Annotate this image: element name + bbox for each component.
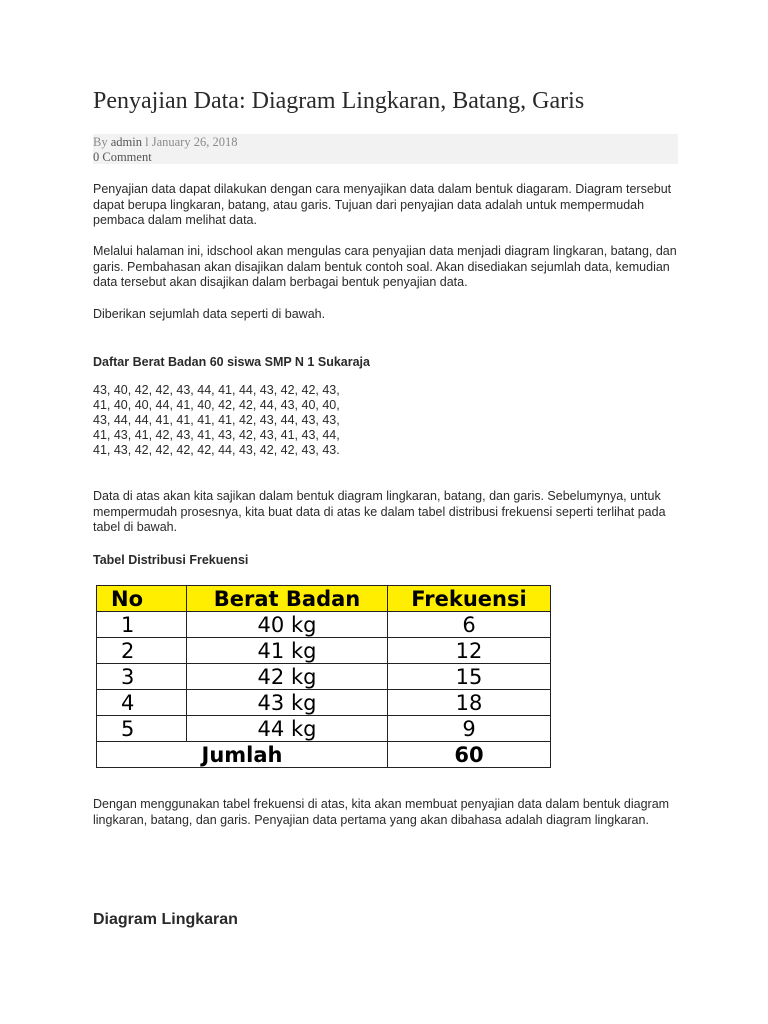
intro-paragraph: Diberikan sejumlah data seperti di bawah. xyxy=(93,307,326,321)
data-line: 41, 40, 40, 44, 41, 40, 42, 42, 44, 43, 40, 40, xyxy=(93,398,340,412)
cell-berat-badan: 41 kg xyxy=(187,638,388,664)
after-table-paragraph: Dengan menggunakan tabel frekuensi di atas, kita akan membuat penyajian data dalam bentuk diagram lingkaran, batang, dan garis. Penyajian data pertama yang akan dibahasa adalah diagram lingkaran. xyxy=(93,797,670,827)
cell-berat-badan: 42 kg xyxy=(187,664,388,690)
cell-frekuensi: 18 xyxy=(388,690,551,716)
data-line: 41, 43, 42, 42, 42, 42, 44, 43, 42, 42, 43, 43. xyxy=(93,443,340,457)
intro-paragraph: Melalui halaman ini, idschool akan mengulas cara penyajian data menjadi diagram lingkaran, batang, dan garis. Pembahasan akan disajikan dalam bentuk contoh soal. Akan disediakan sejumlah data, kemudian data tersebut akan disajikan dalam berbagai bentuk penyajian data. xyxy=(93,244,677,289)
table-row xyxy=(97,612,551,638)
section-heading-diagram-lingkaran: Diagram Lingkaran xyxy=(93,911,238,928)
comment-count-link[interactable]: 0 Comment xyxy=(93,150,152,164)
by-label: By xyxy=(93,135,108,149)
cell-berat-badan: 44 kg xyxy=(187,716,388,742)
post-date: January 26, 2018 xyxy=(151,135,238,149)
post-meta xyxy=(93,134,678,164)
table-row xyxy=(97,690,551,716)
header-frekuensi: Frekuensi xyxy=(388,586,551,612)
data-list xyxy=(93,383,340,458)
table-title: Tabel Distribusi Frekuensi xyxy=(93,553,249,567)
data-line: 41, 43, 41, 42, 43, 41, 43, 42, 43, 41, 43, 44, xyxy=(93,428,340,442)
table-row xyxy=(97,638,551,664)
cell-no: 2 xyxy=(97,638,187,664)
cell-no: 5 xyxy=(97,716,187,742)
total-value: 60 xyxy=(388,742,551,768)
data-line: 43, 40, 42, 42, 43, 44, 41, 44, 43, 42, 42, 43, xyxy=(93,383,340,397)
intro-paragraph: Penyajian data dapat dilakukan dengan cara menyajikan data dalam bentuk diagaram. Diagram tersebut dapat berupa lingkaran, batang, atau garis. Tujuan dari penyajian data adalah untuk mempermudah pembaca dalam melihat data. xyxy=(93,182,672,227)
cell-no: 3 xyxy=(97,664,187,690)
table-row xyxy=(97,716,551,742)
header-berat-badan: Berat Badan xyxy=(187,586,388,612)
frequency-table xyxy=(96,585,551,768)
table-row xyxy=(97,664,551,690)
total-label: Jumlah xyxy=(97,742,388,768)
cell-no: 1 xyxy=(97,612,187,638)
cell-berat-badan: 40 kg xyxy=(187,612,388,638)
data-list-title: Daftar Berat Badan 60 siswa SMP N 1 Sukaraja xyxy=(93,355,370,369)
author-link[interactable]: admin xyxy=(110,135,142,149)
page-title: Penyajian Data: Diagram Lingkaran, Batang, Garis xyxy=(93,88,585,114)
post-meta-byline xyxy=(93,135,237,149)
table-header-row xyxy=(97,586,551,612)
cell-berat-badan: 43 kg xyxy=(187,690,388,716)
cell-frekuensi: 15 xyxy=(388,664,551,690)
cell-frekuensi: 9 xyxy=(388,716,551,742)
header-no: No xyxy=(97,586,187,612)
cell-frekuensi: 12 xyxy=(388,638,551,664)
after-data-paragraph: Data di atas akan kita sajikan dalam bentuk diagram lingkaran, batang, dan garis. Sebelumynya, untuk mempermudah prosesnya, kita buat data di atas ke dalam tabel distribusi frekuensi seperti terlihat pada tabel di bawah. xyxy=(93,489,666,534)
meta-separator: l xyxy=(145,135,149,149)
table-total-row xyxy=(97,742,551,768)
data-line: 43, 44, 44, 41, 41, 41, 41, 42, 43, 44, 43, 43, xyxy=(93,413,340,427)
cell-frekuensi: 6 xyxy=(388,612,551,638)
cell-no: 4 xyxy=(97,690,187,716)
